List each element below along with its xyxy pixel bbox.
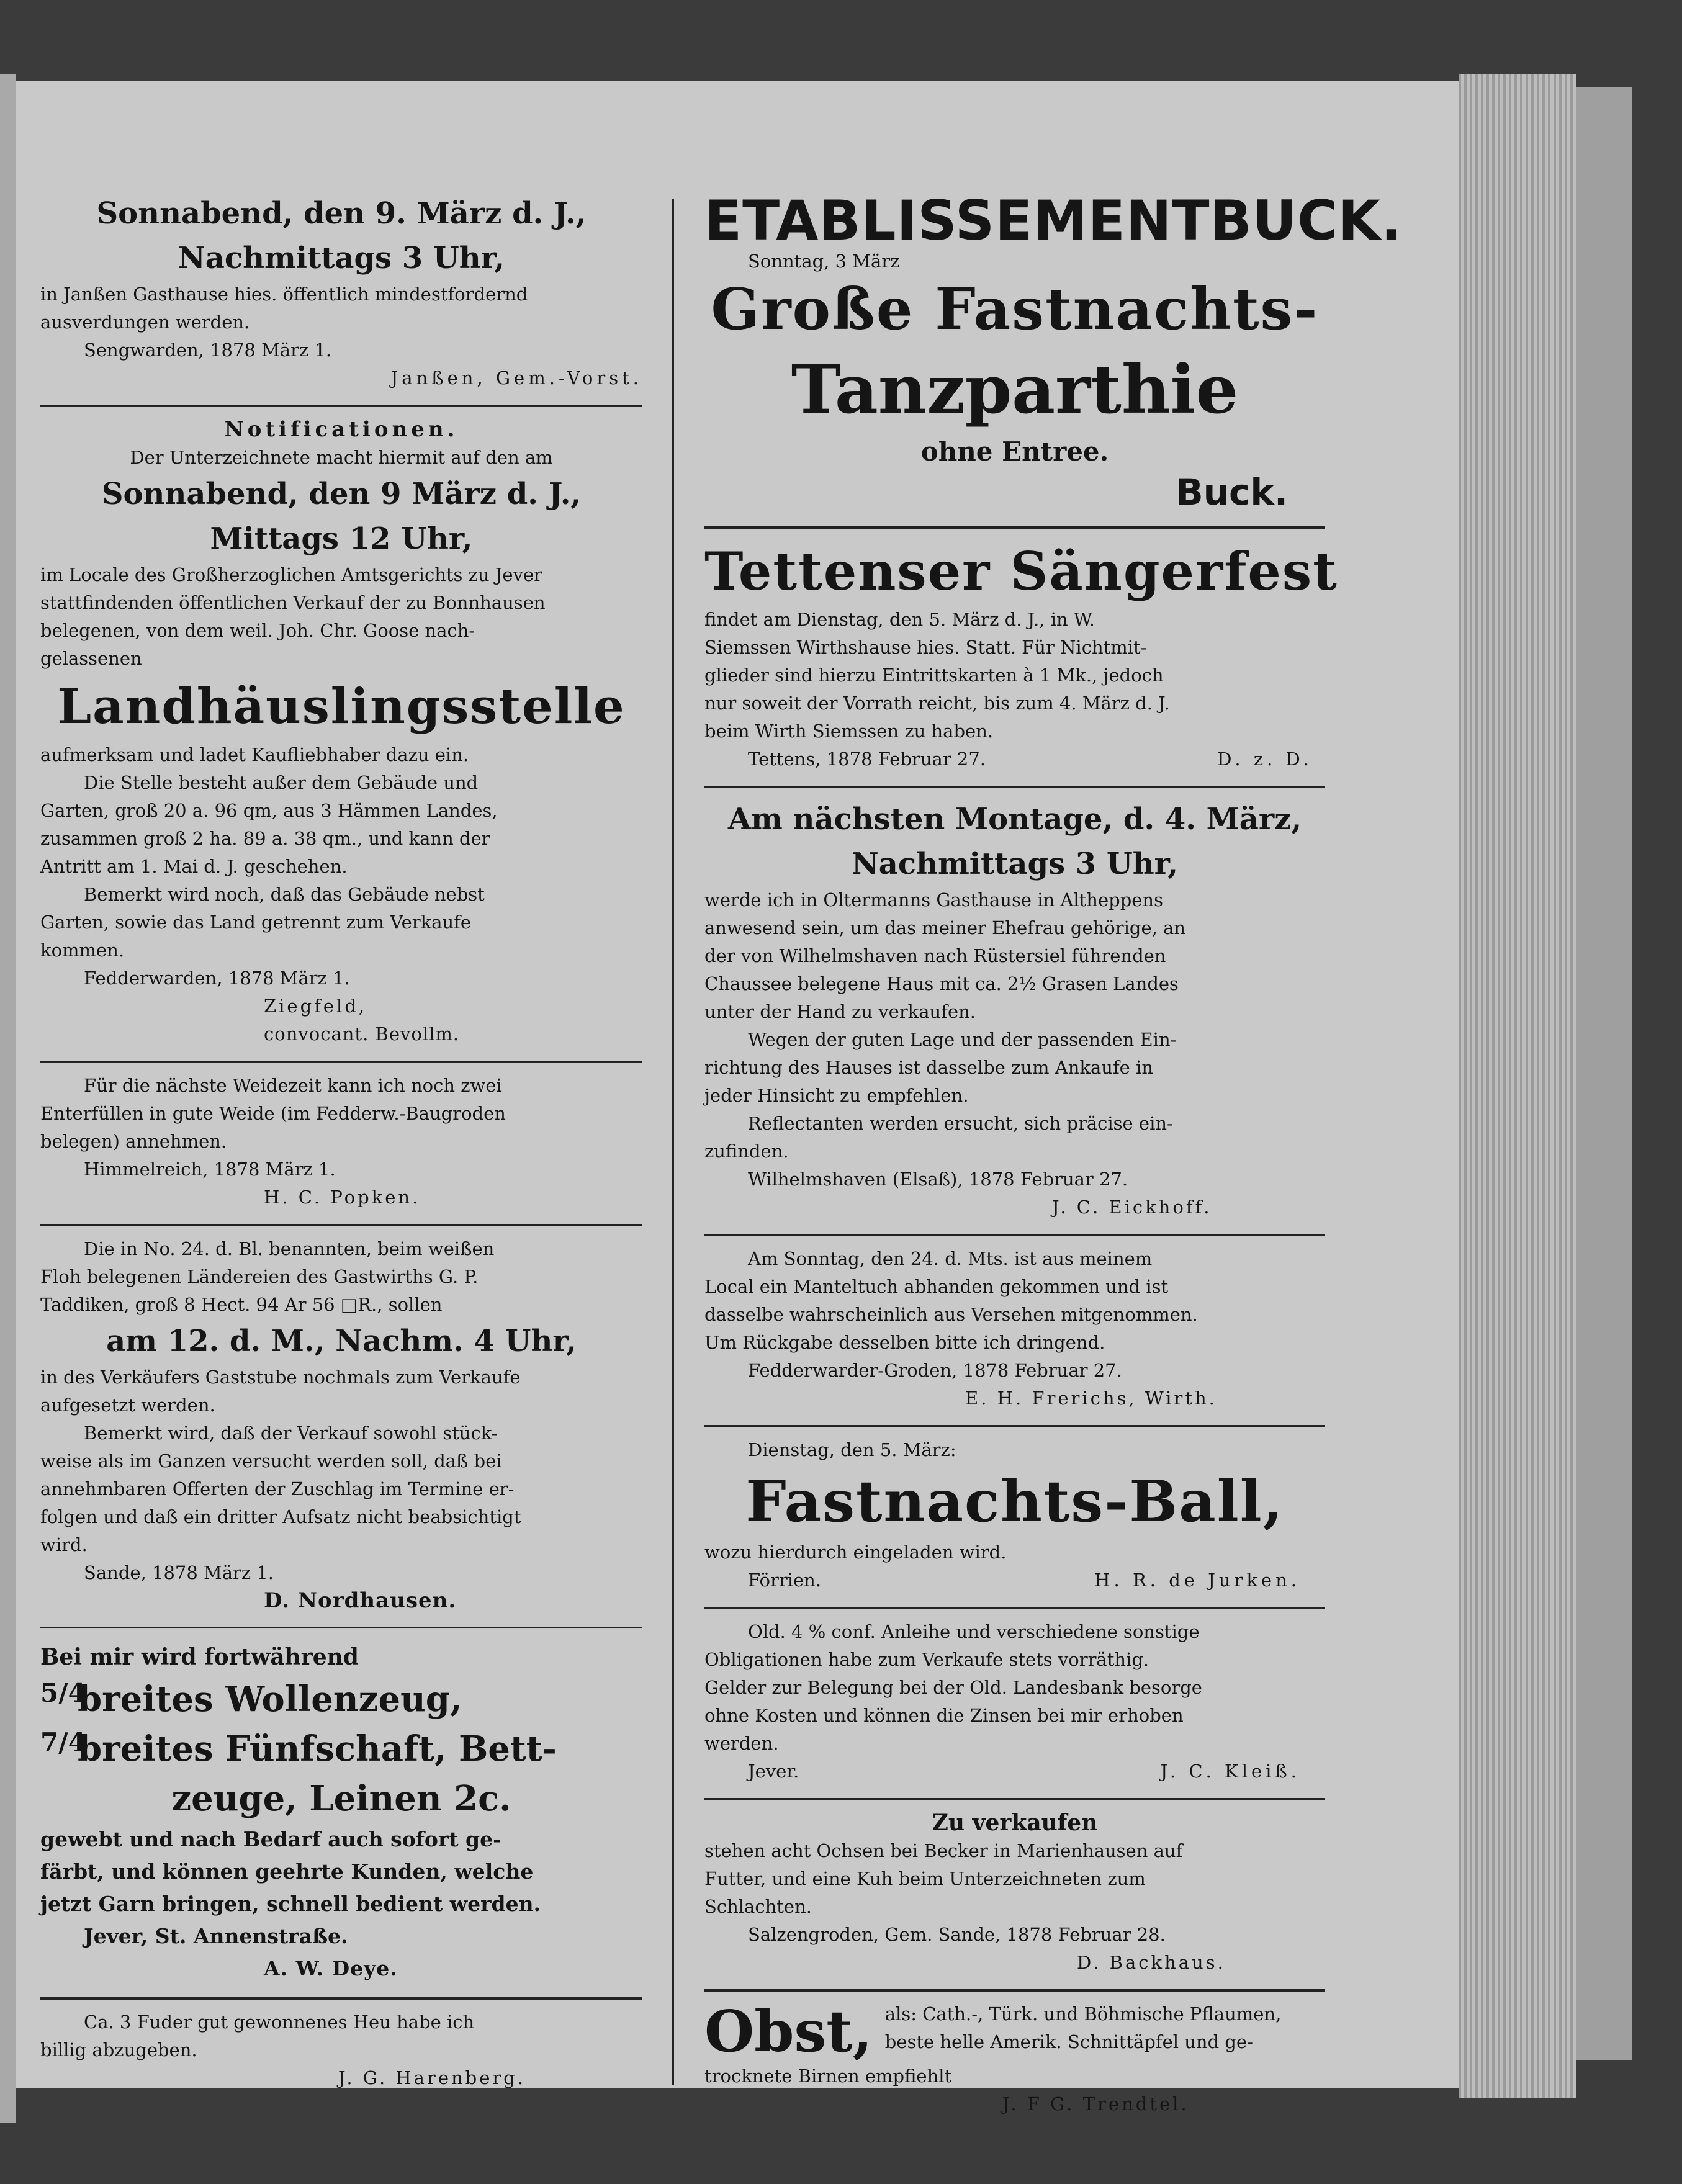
ad-line: in des Verkäufers Gaststube nochmals zum Verkaufe <box>40 1367 521 1388</box>
ad-footer <box>704 1758 1325 1786</box>
ad-line: kommen. <box>40 940 125 961</box>
ad-line: beste helle Amerik. Schnittäpfel und ge- <box>884 2031 1253 2052</box>
ad-signature: E. H. Frerichs, Wirth. <box>965 1388 1217 1409</box>
ad-line: in Janßen Gasthause hies. öffentlich mindestfordernd <box>40 284 528 305</box>
ad-separator <box>40 1061 642 1063</box>
ad-heading: Zu verkaufen <box>932 1810 1098 1836</box>
ad-footer <box>704 1566 1325 1594</box>
ad-line: Mittags 12 Uhr, <box>210 521 473 556</box>
ad-line: Die Stelle besteht außer dem Gebäude und <box>84 772 479 793</box>
ad-line: belegenen, von dem weil. Joh. Chr. Goose nach- <box>40 620 475 641</box>
ad-signature: H. C. Popken. <box>264 1187 421 1208</box>
ad-line: färbt, und können geehrte Kunden, welche <box>40 1859 534 1884</box>
ad-line: der von Wilhelmshaven nach Rüstersiel führenden <box>704 945 1166 966</box>
ad-line: als: Cath.-, Türk. und Böhmische Pflaumen, <box>884 2003 1282 2024</box>
ad-line: Floh belegenen Ländereien des Gastwirths G. P. <box>40 1266 479 1287</box>
ad-laendereien <box>40 1230 642 1624</box>
fraction: 7/4 <box>40 1727 86 1758</box>
ad-line: breites Fünfschaft, Bett- <box>78 1728 557 1769</box>
ad-line: Bemerkt wird, daß der Verkauf sowohl stück- <box>84 1422 498 1444</box>
ad-signature: J. C. Eickhoff. <box>1052 1197 1212 1218</box>
adjacent-page-edge <box>0 74 16 2123</box>
ad-line: billig abzugeben. <box>40 2039 197 2060</box>
ad-line: nur soweit der Vorrath reicht, bis zum 4. März d. J. <box>704 693 1170 714</box>
column-divider <box>672 199 674 2085</box>
ad-line: Old. 4 % conf. Anleihe und verschiedene sonstige <box>748 1621 1200 1642</box>
ad-line: Wegen der guten Lage und der passenden Ein- <box>748 1029 1177 1050</box>
ad-line: Der Unterzeichnete macht hiermit auf den am <box>130 447 553 468</box>
ad-separator <box>704 1989 1325 1992</box>
ad-signature: Buck. <box>1176 471 1288 513</box>
ad-signature: J. F G. Trendtel. <box>1002 2093 1189 2114</box>
ad-signature: D. Backhaus. <box>1077 1952 1226 1973</box>
book-fore-edge <box>1459 74 1576 2098</box>
ad-line: im Locale des Großherzoglichen Amtsgerichts zu Jever <box>40 564 542 585</box>
ad-line: beim Wirth Siemssen zu haben. <box>704 721 994 742</box>
ad-line: Bemerkt wird noch, daß das Gebäude nebst <box>84 884 485 905</box>
right-column <box>704 186 1403 2127</box>
ad-line: Bei mir wird fortwährend <box>40 1644 359 1670</box>
ad-line: ohne Kosten und können die Zinsen bei mir erhoben <box>704 1705 1184 1726</box>
ad-signature: Janßen, Gem.-Vorst. <box>390 367 642 389</box>
ad-row <box>40 1674 642 1724</box>
ad-line: aufgesetzt werden. <box>40 1395 215 1416</box>
ad-line: Gelder zur Belegung bei der Old. Landesbank besorge <box>704 1677 1202 1698</box>
ad-headline: Fastnachts-Ball, <box>745 1468 1284 1535</box>
ad-line: weise als im Ganzen versucht werden soll, daß bei <box>40 1450 502 1472</box>
ad-footer <box>704 745 1325 773</box>
ad-line: ohne Entree. <box>920 436 1109 467</box>
ad-separator <box>40 1224 642 1226</box>
ad-line: trocknete Birnen empfiehlt <box>704 2065 952 2087</box>
ad-line: anwesend sein, um das meiner Ehefrau gehörige, an <box>704 917 1186 938</box>
ad-line: Um Rückgabe desselben bitte ich dringend. <box>704 1332 1105 1353</box>
ad-headline: Obst, <box>704 1998 873 2065</box>
ad-line: Sande, 1878 März 1. <box>84 1562 274 1583</box>
ad-line: gewebt und nach Bedarf auch sofort ge- <box>40 1827 501 1851</box>
ad-line: werden. <box>704 1733 779 1754</box>
ad-separator <box>704 526 1325 529</box>
ad-line: findet am Dienstag, den 5. März d. J., in W. <box>704 609 1095 630</box>
ad-line: Garten, groß 20 a. 96 qm, aus 3 Hämmen Landes, <box>40 800 498 821</box>
ad-sengwarden <box>40 186 642 401</box>
ad-line: Obligationen habe zum Verkaufe stets vorräthig. <box>704 1649 1149 1670</box>
left-column <box>40 186 642 2101</box>
ad-ochsen <box>704 1804 1325 1985</box>
ad-line: Jever. <box>748 1761 799 1782</box>
fraction: 5/4 <box>40 1678 86 1708</box>
ad-line: Tettens, 1878 Februar 27. <box>748 748 986 770</box>
ad-line: zeuge, Leinen 2c. <box>171 1778 511 1819</box>
ad-line: folgen und daß ein dritter Aufsatz nicht beabsichtigt <box>40 1506 521 1527</box>
ad-separator <box>704 1607 1325 1609</box>
ad-separator <box>704 1798 1325 1800</box>
ad-row <box>40 1724 642 1774</box>
ad-line: Förrien. <box>748 1570 822 1591</box>
ad-line: breites Wollenzeug, <box>78 1679 462 1720</box>
ad-line: wird. <box>40 1534 88 1555</box>
ad-heu <box>40 2003 642 2101</box>
ad-line: zufinden. <box>704 1141 789 1162</box>
ad-obst <box>704 1995 1325 2127</box>
ad-manteltuch <box>704 1240 1325 1421</box>
ad-line: ausverdungen werden. <box>40 312 250 333</box>
ad-headline: Tanzparthie <box>791 351 1239 429</box>
ad-text-block <box>885 2000 1282 2056</box>
ad-line: Dienstag, den 5. März: <box>748 1439 956 1460</box>
ad-separator <box>40 405 642 407</box>
ad-etablissement-buck <box>704 186 1403 523</box>
ad-line: am 12. d. M., Nachm. 4 Uhr, <box>106 1324 577 1359</box>
ad-line: Sengwarden, 1878 März 1. <box>84 339 332 361</box>
ad-obligationen <box>704 1613 1325 1794</box>
ad-line: unter der Hand zu verkaufen. <box>704 1001 976 1022</box>
ad-separator <box>704 786 1325 788</box>
ad-line: Sonnabend, den 9. März d. J., <box>96 196 587 231</box>
ad-signature: A. W. Deye. <box>264 1956 398 1980</box>
ad-line: Ca. 3 Fuder gut gewonnenes Heu habe ich <box>84 2011 475 2033</box>
ad-saengerfest <box>704 533 1338 782</box>
ad-headline: Große Fastnachts- <box>711 276 1319 343</box>
ad-line: wozu hierdurch eingeladen wird. <box>704 1542 1007 1563</box>
ad-line: belegen) annehmen. <box>40 1131 227 1152</box>
ad-line: Wilhelmshaven (Elsaß), 1878 Februar 27. <box>748 1169 1128 1190</box>
ad-line: Sonnabend, den 9 März d. J., <box>101 477 582 511</box>
ad-line: Fedderwarden, 1878 März 1. <box>84 968 350 989</box>
ad-line: Taddiken, groß 8 Hect. 94 Ar 56 □R., sollen <box>40 1294 443 1315</box>
ad-headline: Landhäuslingsstelle <box>57 678 626 735</box>
ad-line: Himmelreich, 1878 März 1. <box>84 1159 336 1180</box>
ad-row <box>704 1998 1325 2065</box>
ad-line: zusammen groß 2 ha. 89 a. 38 qm., und kann der <box>40 828 490 849</box>
ad-headline: ETABLISSEMENTBUCK. <box>704 189 1403 253</box>
ad-notificationen <box>40 411 642 1057</box>
ad-line: Die in No. 24. d. Bl. benannten, beim weißen <box>84 1238 495 1259</box>
ad-signature: J. G. Harenberg. <box>338 2067 526 2088</box>
ad-signature: D. Nordhausen. <box>264 1588 457 1613</box>
ad-line: richtung des Hauses ist dasselbe zum Ankaufe in <box>704 1057 1154 1078</box>
ad-line: jetzt Garn bringen, schnell bedient werden. <box>40 1892 541 1916</box>
ad-line: Enterfüllen in gute Weide (im Fedderw.-Baugroden <box>40 1103 506 1124</box>
ad-signature: H. R. de Jurken. <box>1094 1570 1300 1591</box>
ad-line: Antritt am 1. Mai d. J. geschehen. <box>40 856 348 877</box>
ad-line: Nachmittags 3 Uhr, <box>178 241 505 276</box>
ad-separator <box>40 1997 642 2000</box>
ad-headline: Tettenser Sängerfest <box>704 541 1338 602</box>
ad-separator <box>704 1425 1325 1427</box>
ad-line: Futter, und eine Kuh beim Unterzeichneten zum <box>704 1868 1146 1889</box>
ad-separator <box>704 1234 1325 1236</box>
ad-signature: J. C. Kleiß. <box>1160 1761 1300 1782</box>
ad-line: Fedderwarder-Groden, 1878 Februar 27. <box>748 1360 1122 1381</box>
ad-line: dasselbe wahrscheinlich aus Versehen mitgenommen. <box>704 1304 1198 1325</box>
ad-fastnachts-ball <box>704 1431 1325 1603</box>
ad-line: jeder Hinsicht zu empfehlen. <box>704 1085 969 1106</box>
book-cover-edge <box>1576 87 1632 2060</box>
ad-signature: D. z. D. <box>1217 748 1313 770</box>
ad-line: aufmerksam und ladet Kaufliebhaber dazu ein. <box>40 744 469 765</box>
ad-line: Schlachten. <box>704 1896 812 1917</box>
ad-line: Für die nächste Weidezeit kann ich noch zwei <box>84 1075 502 1096</box>
ad-line: Reflectanten werden ersucht, sich präcise ein- <box>748 1113 1173 1134</box>
ad-separator <box>40 1627 642 1631</box>
ad-line: Am Sonntag, den 24. d. Mts. ist aus meinem <box>748 1248 1153 1269</box>
ad-line: stattfindenden öffentlichen Verkauf der zu Bonnhausen <box>40 592 546 613</box>
ad-line: Salzengroden, Gem. Sande, 1878 Februar 28. <box>748 1924 1166 1945</box>
ad-line: Am nächsten Montage, d. 4. März, <box>727 802 1302 837</box>
ad-haus-verkauf <box>704 792 1325 1230</box>
ad-line: werde ich in Oltermanns Gasthause in Altheppens <box>704 889 1163 910</box>
ad-line: Siemssen Wirthshause hies. Statt. Für Nichtmit- <box>704 637 1147 658</box>
ad-line: Local ein Manteltuch abhanden gekommen und ist <box>704 1276 1169 1297</box>
ad-line: glieder sind hierzu Eintrittskarten à 1 Mk., jedoch <box>704 665 1164 686</box>
ad-line: Sonntag, 3 März <box>748 251 900 272</box>
ad-line: Jever, St. Annenstraße. <box>84 1924 348 1948</box>
ad-signature: convocant. Bevollm. <box>264 1023 460 1045</box>
ad-weide <box>40 1067 642 1220</box>
ad-wollenzeug <box>40 1635 642 1993</box>
ad-line: Chaussee belegene Haus mit ca. 2½ Grasen Landes <box>704 973 1179 994</box>
ad-line: Garten, sowie das Land getrennt zum Verkaufe <box>40 912 472 933</box>
ad-line: stehen acht Ochsen bei Becker in Marienhausen auf <box>704 1840 1183 1861</box>
ad-heading: Notificationen. <box>224 417 459 442</box>
ad-line: gelassenen <box>40 648 142 669</box>
ad-signature: Ziegfeld, <box>264 995 367 1017</box>
ad-line: annehmbaren Offerten der Zuschlag im Termine er- <box>40 1478 515 1499</box>
ad-line: Nachmittags 3 Uhr, <box>851 847 1179 881</box>
